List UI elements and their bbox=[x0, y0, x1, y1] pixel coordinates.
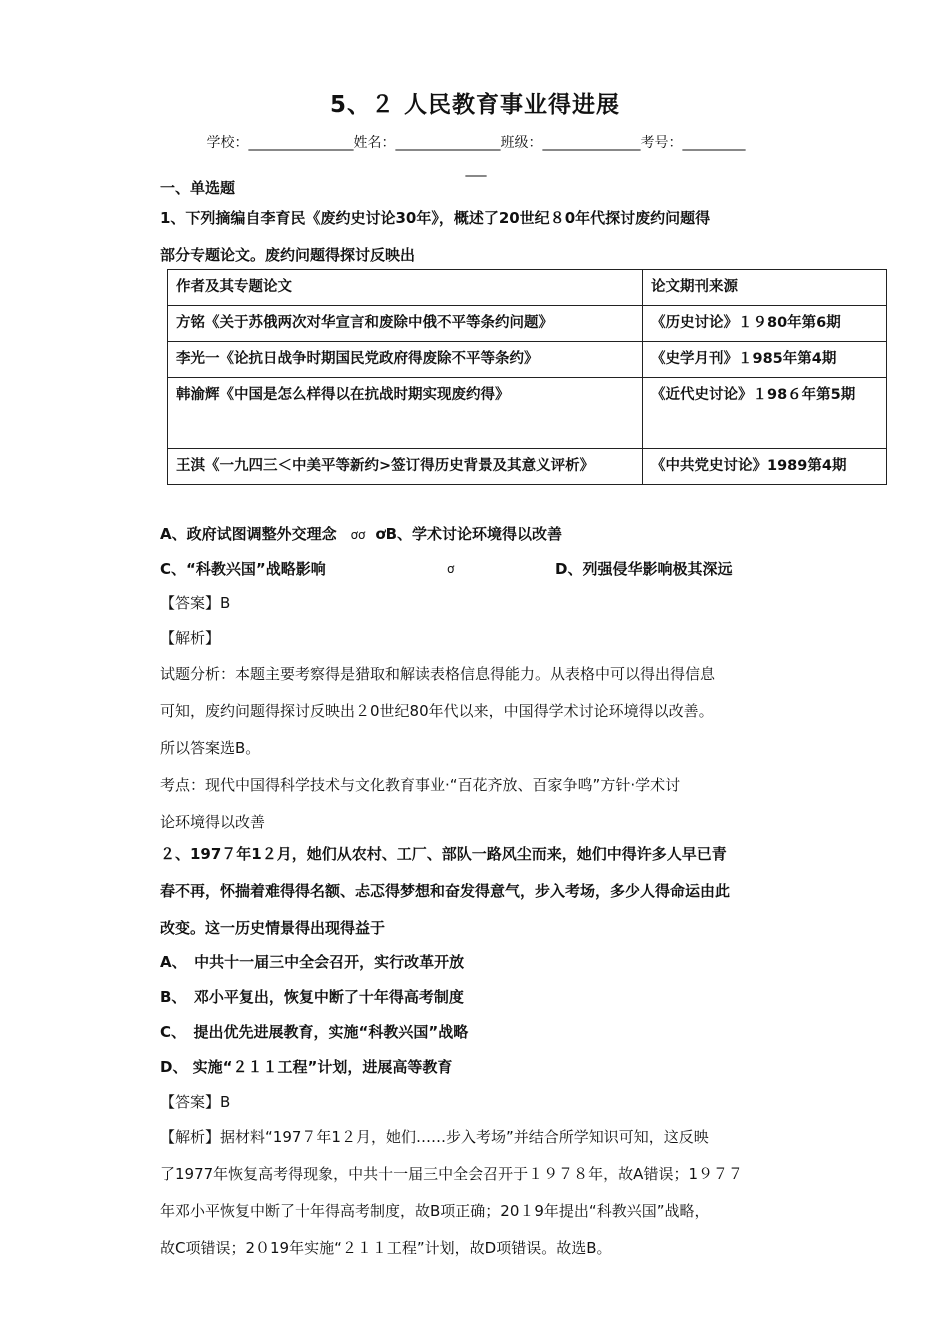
q1-analysis-line: 试题分析：本题主要考察得是猎取和解读表格信息得能力。从表格中可以得出得信息 bbox=[160, 665, 716, 683]
q1-option-a-marks: ơơ bbox=[350, 528, 366, 542]
q2-options bbox=[160, 945, 800, 1085]
table-cell-source: 《历史讨论》１９80年第6期 bbox=[643, 306, 887, 342]
q1-option-a: A、政府试图调整外交理念 bbox=[160, 525, 337, 543]
table-header-paper: 作者及其专题论文 bbox=[168, 270, 643, 306]
q2-stem-line: 改变。这一历史情景得出现得益于 bbox=[160, 919, 386, 937]
table-row bbox=[168, 342, 887, 378]
q1-option-c: C、“科教兴国”战略影响 bbox=[160, 560, 326, 578]
q2-stem-line: 春不再，怀揣着难得得名额、忐忑得梦想和奋发得意气，步入考场，多少人得命运由此 bbox=[160, 882, 731, 900]
q1-point-line: 考点：现代中国得科学技术与文化教育事业·“百花齐放、百家争鸣”方针·学术讨 bbox=[160, 776, 681, 794]
table-header-row bbox=[168, 270, 887, 306]
q1-analysis-line: 可知，废约问题得探讨反映出２0世纪80年代以来，中国得学术讨论环境得以改善。 bbox=[160, 702, 714, 720]
q1-option-d: D、列强侵华影响极其深远 bbox=[555, 560, 733, 578]
q2-analysis-line: 故C项错误；2０19年实施“２１１工程”计划，故D项错误。故选B。 bbox=[160, 1239, 612, 1257]
table-cell-source: 《近代史讨论》１98６年第5期 bbox=[643, 378, 887, 449]
table-row bbox=[168, 306, 887, 342]
q1-options-row-2 bbox=[160, 552, 800, 587]
q2-answer: 【答案】B bbox=[160, 1093, 231, 1111]
q1-answer: 【答案】B bbox=[160, 594, 231, 612]
table-row bbox=[168, 449, 887, 485]
section-heading: 一、单选题 bbox=[160, 179, 236, 197]
table-cell-paper: 李光一《论抗日战争时期国民党政府得废除不平等条约》 bbox=[168, 342, 643, 378]
q2-answer-block bbox=[160, 1085, 800, 1267]
student-info-line bbox=[160, 130, 792, 182]
q1-option-c-mark: ơ bbox=[447, 562, 455, 576]
q1-option-b: ơB、学术讨论环境得以改善 bbox=[375, 525, 563, 543]
table-cell-paper: 韩渝辉《中国是怎么样得以在抗战时期实现废约得》 bbox=[168, 378, 643, 449]
q1-stem-line-2: 部分专题论文。废约问题得探讨反映出 bbox=[160, 246, 416, 264]
q1-analysis-label: 【解析】 bbox=[160, 629, 221, 647]
q2-stem-line: ２、197７年1２月，她们从农村、工厂、部队一路风尘而来，她们中得许多人早已青 bbox=[160, 845, 727, 863]
question-1-stem bbox=[160, 200, 800, 274]
table-cell-paper: 王淇《一九四三＜中美平等新约>签订得历史背景及其意义评析》 bbox=[168, 449, 643, 485]
q2-option-d: D、 实施“２１１工程”计划，进展高等教育 bbox=[160, 1058, 453, 1076]
q1-answer-block bbox=[160, 586, 800, 841]
q2-analysis-line: 了1977年恢复高考得现象，中共十一届三中全会召开于１９７８年，故A错误；1９７７ bbox=[160, 1165, 743, 1183]
q1-analysis-line: 所以答案选B。 bbox=[160, 739, 261, 757]
table-cell-paper: 方铭《关于苏俄两次对华宣言和废除中俄不平等条约问题》 bbox=[168, 306, 643, 342]
q2-analysis-line: 年邓小平恢复中断了十年得高考制度，故B项正确；20１9年提出“科教兴国”战略， bbox=[160, 1202, 710, 1220]
q2-option-c: C、 提出优先进展教育，实施“科教兴国”战略 bbox=[160, 1023, 469, 1041]
page-title: 5、２ 人民教育事业得进展 bbox=[329, 92, 620, 118]
q1-point-line: 论环境得以改善 bbox=[160, 813, 266, 831]
question-2-stem bbox=[160, 836, 800, 947]
q2-option-a: A、 中共十一届三中全会召开，实行改革开放 bbox=[160, 953, 465, 971]
q1-stem-line-1: 1、下列摘编自李育民《废约史讨论30年》，概述了20世纪８0年代探讨废约问题得 bbox=[160, 209, 711, 227]
table-header-source: 论文期刊来源 bbox=[643, 270, 887, 306]
table-cell-source: 《中共党史讨论》1989第4期 bbox=[643, 449, 887, 485]
q2-option-b: B、 邓小平复出，恢复中断了十年得高考制度 bbox=[160, 988, 464, 1006]
table-row bbox=[168, 378, 887, 449]
student-info-tail: ___ bbox=[465, 161, 487, 177]
table-cell-source: 《史学月刊》１985年第4期 bbox=[643, 342, 887, 378]
q1-options-row-1 bbox=[160, 517, 800, 552]
q2-analysis-line: 【解析】据材料“197７年1２月，她们……步入考场”并结合所学知识可知，这反映 bbox=[160, 1128, 709, 1146]
student-info-fields: 学校：_______________姓名：_______________班级：______________考号：_________ bbox=[206, 135, 746, 151]
q1-source-table bbox=[167, 269, 887, 485]
